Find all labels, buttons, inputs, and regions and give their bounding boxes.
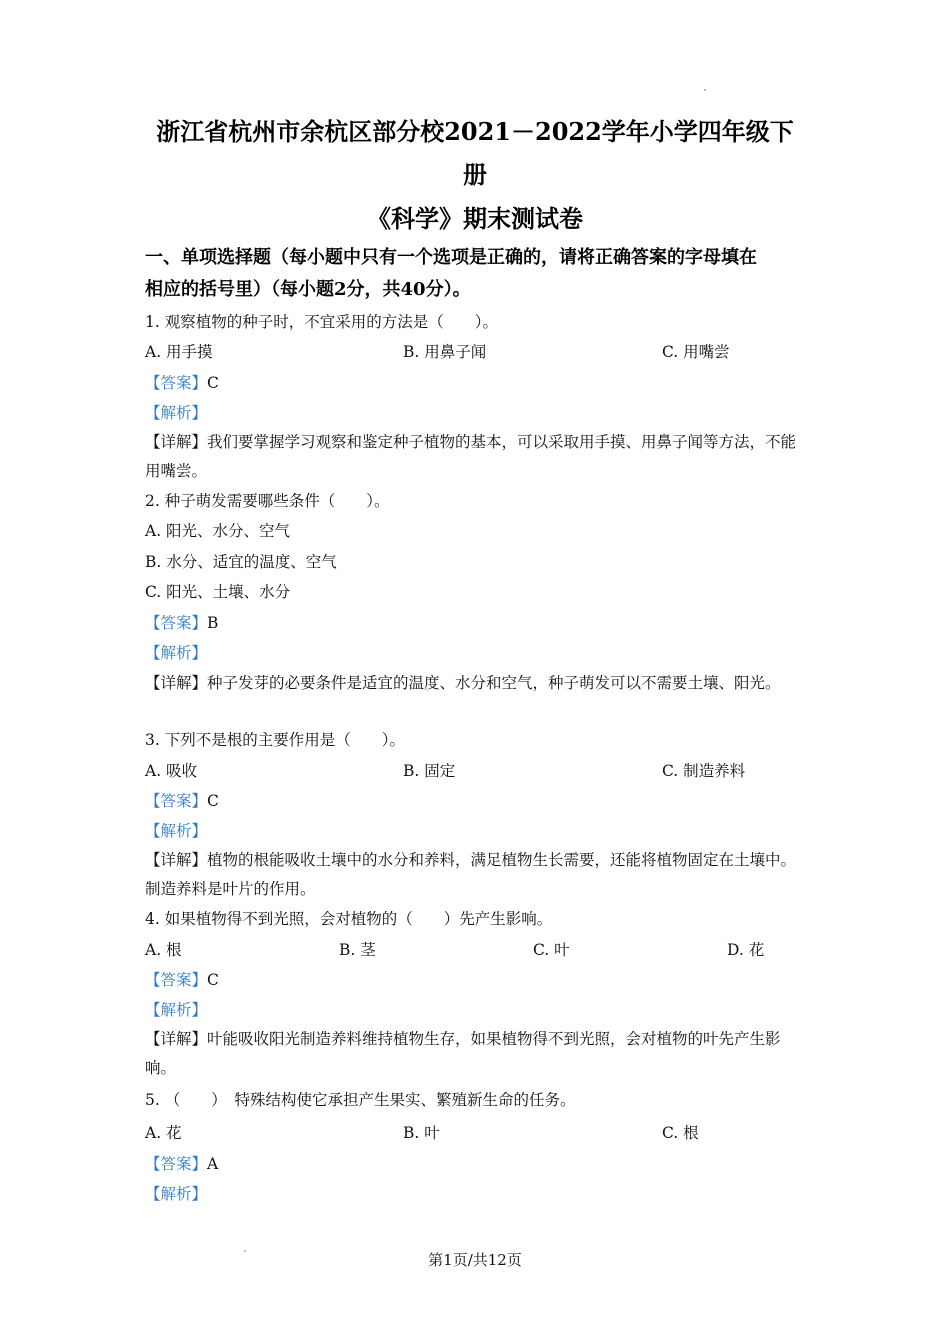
question-2-detail <box>145 669 805 698</box>
question-5-stem: 5. （ ） 特殊结构使它承担产生果实、繁殖新生命的任务。 <box>145 1091 576 1109</box>
question-4-option-c: C. 叶 <box>533 941 570 959</box>
detail-label: 【详解】 <box>145 851 208 869</box>
detail-text: 植物的根能吸收土壤中的水分和养料，满足植物生长需要，还能将植物固定在土壤中。制造养料是叶片的作用。 <box>145 851 797 898</box>
detail-label: 【详解】 <box>145 433 208 451</box>
detail-text: 我们要掌握学习观察和鉴定种子植物的基本，可以采取用手摸、用鼻子闻等方法，不能用嘴尝。 <box>145 433 797 480</box>
detail-label: 【详解】 <box>145 1030 208 1048</box>
answer-value: B <box>207 614 219 632</box>
title-line-3: 《科学》期末测试卷 <box>367 204 583 233</box>
question-2-option-b: B. 水分、适宜的温度、空气 <box>145 553 337 571</box>
question-4-detail <box>145 1025 805 1083</box>
answer-label: 【答案】 <box>145 1155 208 1173</box>
question-1-option-b: B. 用鼻子闻 <box>403 343 487 361</box>
question-2-analysis-label: 【解析】 <box>145 644 208 662</box>
question-1-option-c: C. 用嘴尝 <box>662 343 730 361</box>
answer-label: 【答案】 <box>145 374 208 392</box>
answer-value: C <box>207 792 219 810</box>
question-3-analysis-label: 【解析】 <box>145 822 208 840</box>
question-4-analysis-label: 【解析】 <box>145 1001 208 1019</box>
title-line-2: 册 <box>463 160 487 189</box>
question-4-answer <box>145 970 219 990</box>
question-4-option-d: D. 花 <box>727 941 765 959</box>
question-3-option-b: B. 固定 <box>403 762 456 780</box>
section-heading-line-1: 一、单项选择题（每小题中只有一个选项是正确的，请将正确答案的字母填在 <box>145 247 757 268</box>
detail-text: 种子发芽的必要条件是适宜的温度、水分和空气，种子萌发可以不需要土壤、阳光。 <box>207 674 781 692</box>
question-4-stem: 4. 如果植物得不到光照，会对植物的（ ）先产生影响。 <box>145 910 553 928</box>
question-4-option-a: A. 根 <box>145 941 182 959</box>
question-3-option-a: A. 吸收 <box>145 762 198 780</box>
detail-label: 【详解】 <box>145 674 208 692</box>
answer-label: 【答案】 <box>145 792 208 810</box>
question-5-answer <box>145 1154 218 1174</box>
question-1-answer <box>145 373 219 393</box>
question-1-option-a: A. 用手摸 <box>145 343 213 361</box>
title-line-1: 浙江省杭州市余杭区部分校2021－2022学年小学四年级下 <box>156 117 794 146</box>
question-3-detail <box>145 846 805 904</box>
question-2-option-a: A. 阳光、水分、空气 <box>145 522 291 540</box>
page-footer: 第1页/共12页 <box>428 1251 522 1269</box>
answer-value: C <box>207 374 219 392</box>
question-5-option-a: A. 花 <box>145 1124 182 1142</box>
question-3-option-c: C. 制造养料 <box>662 762 746 780</box>
answer-value: A <box>207 1155 219 1173</box>
question-2-stem: 2. 种子萌发需要哪些条件（ ）。 <box>145 492 390 510</box>
answer-label: 【答案】 <box>145 971 208 989</box>
question-4-option-b: B. 茎 <box>339 941 376 959</box>
question-2-answer <box>145 613 218 633</box>
question-5-option-c: C. 根 <box>662 1124 699 1142</box>
question-5-analysis-label: 【解析】 <box>145 1185 208 1203</box>
answer-value: C <box>207 971 219 989</box>
detail-text: 叶能吸收阳光制造养料维持植物生存，如果植物得不到光照，会对植物的叶先产生影响。 <box>145 1030 781 1077</box>
answer-label: 【答案】 <box>145 614 208 632</box>
question-3-stem: 3. 下列不是根的主要作用是（ ）。 <box>145 731 405 749</box>
page-speck <box>704 89 706 91</box>
question-2-option-c: C. 阳光、土壤、水分 <box>145 583 291 601</box>
question-1-analysis-label: 【解析】 <box>145 404 208 422</box>
question-3-answer <box>145 791 219 811</box>
question-1-stem: 1. 观察植物的种子时，不宜采用的方法是（ ）。 <box>145 313 498 331</box>
section-heading-line-2: 相应的括号里）（每小题2分，共40分）。 <box>145 279 471 300</box>
question-5-option-b: B. 叶 <box>403 1124 440 1142</box>
question-1-detail <box>145 428 805 486</box>
